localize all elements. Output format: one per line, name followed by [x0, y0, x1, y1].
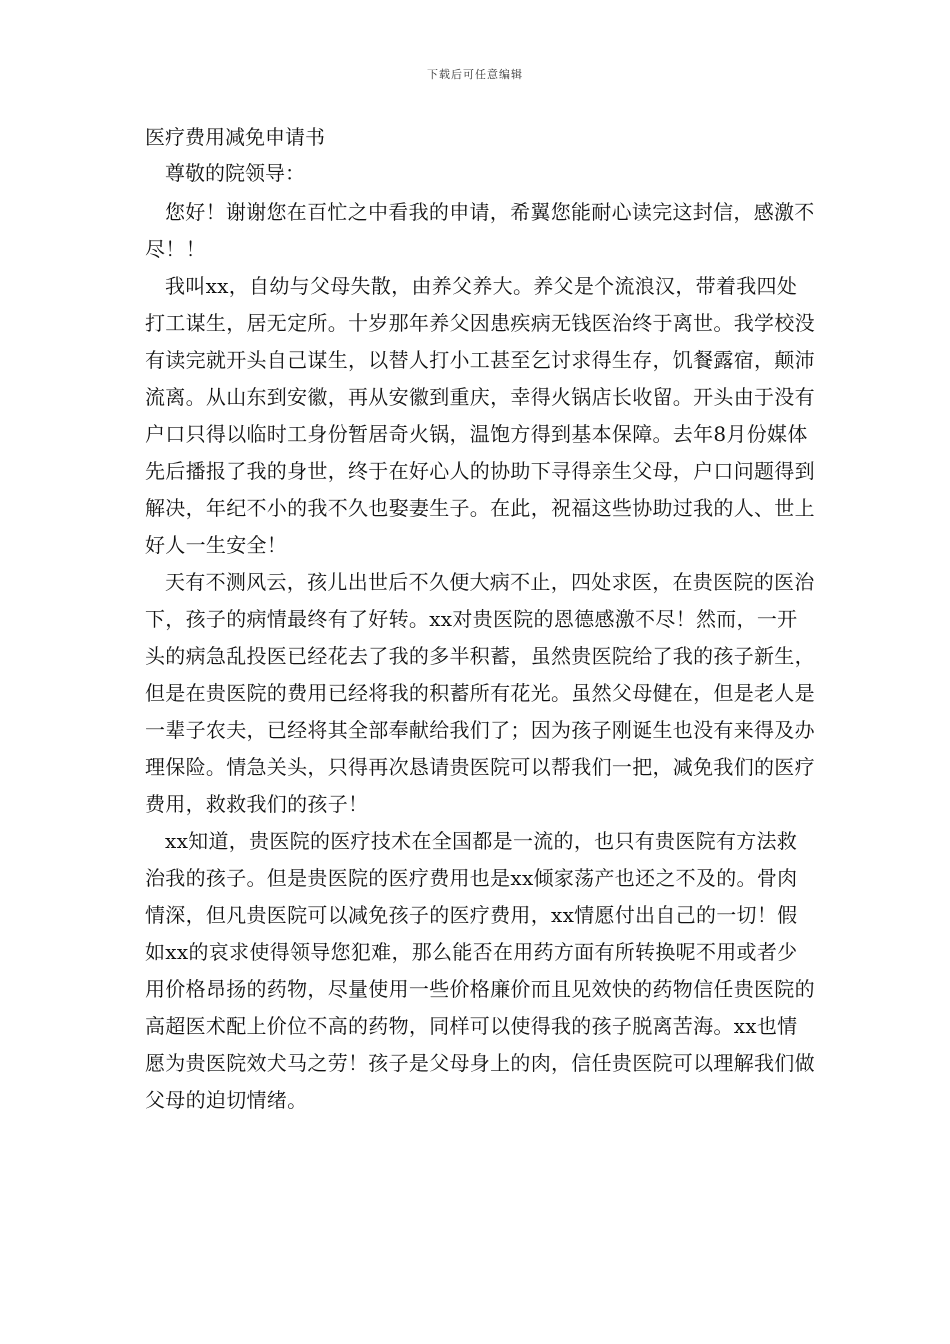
document-body	[145, 120, 815, 1119]
page-header: 下载后可任意编辑	[427, 68, 523, 81]
paragraph-4: xx知道，贵医院的医疗技术在全国都是一流的，也只有贵医院有方法救治我的孩子。但是贵医院的医疗费用也是xx倾家荡产也还之不及的。骨肉情深，但凡贵医院可以减免孩子的医疗费用，xx情愿付出自己的一切！假如xx的哀求使得领导您犯难，那么能否在用药方面有所转换呢不用或者少用价格昂扬的药物，尽量使用一些价格廉价而且见效快的药物信任贵医院的高超医术配上价位不高的药物，同样可以使得我的孩子脱离苦海。xx也情愿为贵医院效犬马之劳！孩子是父母身上的肉，信任贵医院可以理解我们做父母的迫切情绪。	[145, 829, 815, 1112]
paragraph-2: 我叫xx，自幼与父母失散，由养父养大。养父是个流浪汉，带着我四处打工谋生，居无定所。十岁那年养父因患疾病无钱医治终于离世。我学校没有读完就开头自己谋生，以替人打小工甚至乞讨求得生存，饥餐露宿，颠沛流离。从山东到安徽，再从安徽到重庆，幸得火锅店长收留。开头由于没有户口只得以临时工身份暂居奇火锅，温饱方得到基本保障。去年8月份媒体先后播报了我的身世，终于在好心人的协助下寻得亲生父母，户口问题得到解决，年纪不小的我不久也娶妻生子。在此，祝福这些协助过我的人、世上好人一生安全！	[145, 274, 815, 557]
salutation: 尊敬的院领导：	[165, 161, 305, 185]
document-title: 医疗费用减免申请书	[145, 125, 325, 149]
paragraph-1: 您好！谢谢您在百忙之中看我的申请，希翼您能耐心读完这封信，感激不尽！！	[145, 200, 815, 261]
paragraph-3: 天有不测风云，孩儿出世后不久便大病不止，四处求医，在贵医院的医治下，孩子的病情最终有了好转。xx对贵医院的恩德感激不尽！然而，一开头的病急乱投医已经花去了我的多半积蓄，虽然贵医院给了我的孩子新生，但是在贵医院的费用已经将我的积蓄所有花光。虽然父母健在，但是老人是一辈子农夫，已经将其全部奉献给我们了；因为孩子刚诞生也没有来得及办理保险。情急关头，只得再次恳请贵医院可以帮我们一把，减免我们的医疗费用，救救我们的孩子！	[145, 570, 815, 816]
